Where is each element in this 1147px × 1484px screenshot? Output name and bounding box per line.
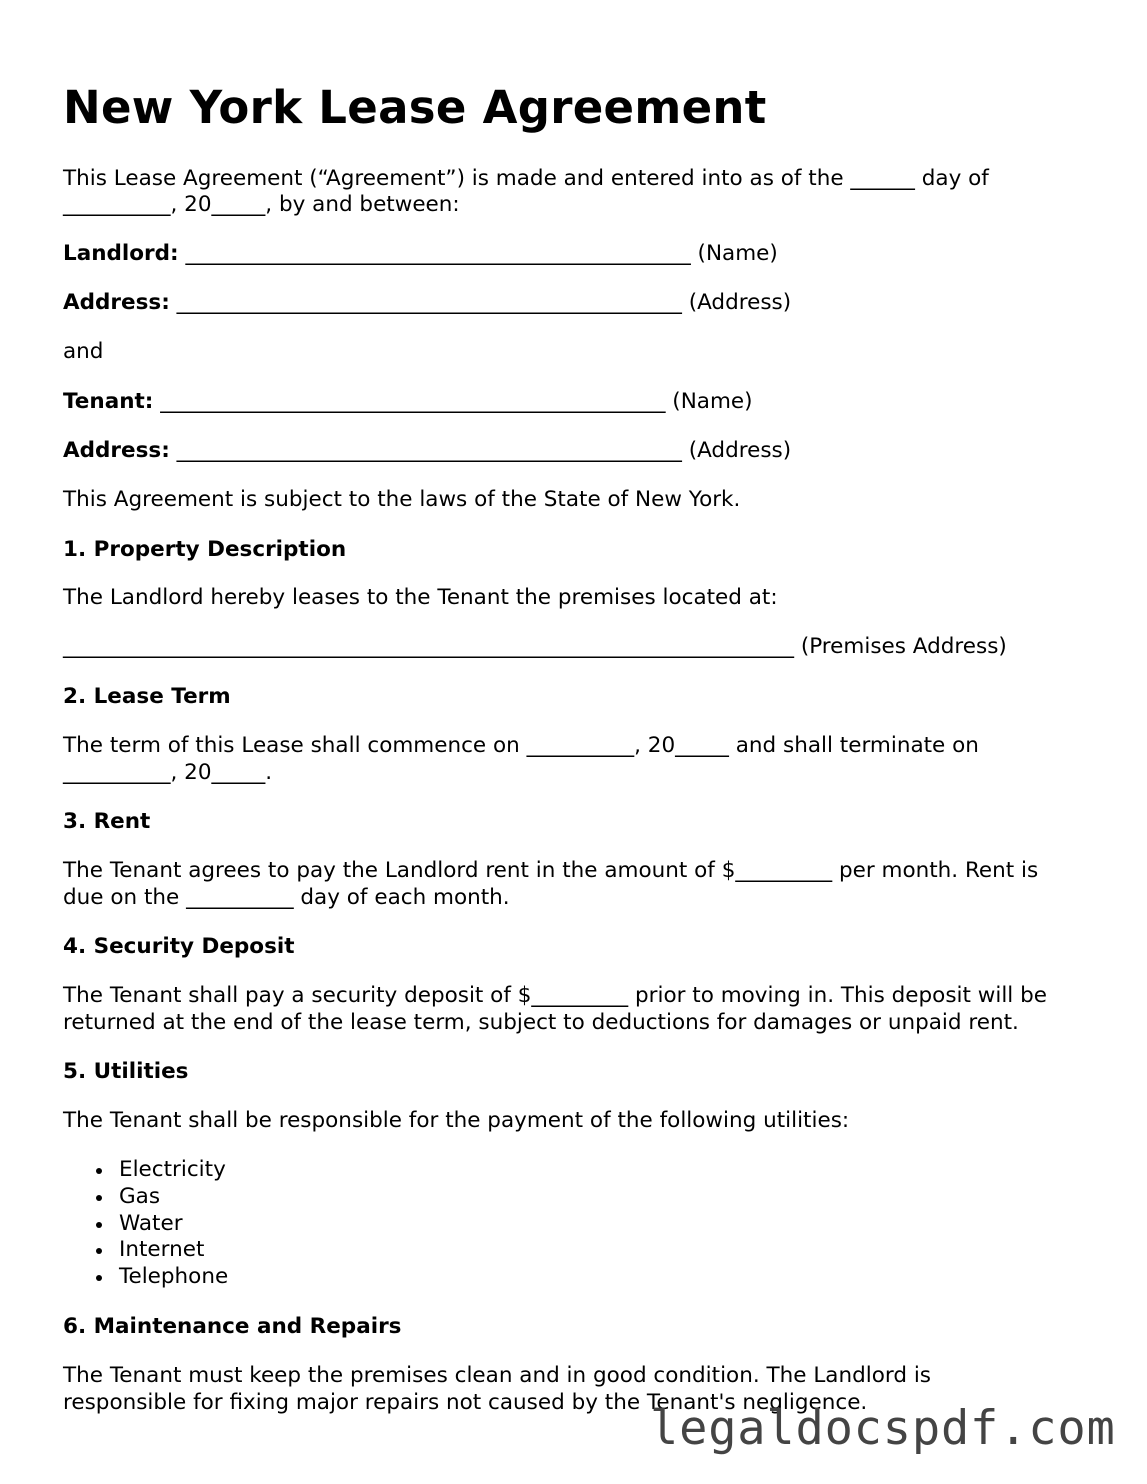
document-title: New York Lease Agreement — [63, 81, 767, 134]
maintenance-line-2: responsible for fixing major repairs not caused by the Tenant's negligence. — [63, 1390, 868, 1415]
section-heading-security-deposit: 4. Security Deposit — [63, 934, 295, 959]
tenant-address-field — [63, 438, 791, 465]
list-item: Electricity — [63, 1157, 228, 1184]
premises-address-blank: ____________________________________________________________________ (Premises Address) — [63, 634, 1007, 659]
and-text: and — [63, 339, 104, 364]
landlord-name-blank: _______________________________________________ (Name) — [178, 241, 778, 266]
list-item: Water — [63, 1211, 228, 1238]
deposit-line-2: returned at the end of the lease term, subject to deductions for damages or unpaid rent. — [63, 1010, 1019, 1035]
tenant-address-label: Address: — [63, 438, 170, 463]
watermark-text: legaldocspdf.com — [650, 1401, 1116, 1456]
lease-term-line-2: __________, 20_____. — [63, 760, 273, 785]
governing-law-text: This Agreement is subject to the laws of the State of New York. — [63, 487, 741, 512]
intro-line-1: This Lease Agreement (“Agreement”) is made and entered into as of the ______ day of — [63, 166, 989, 191]
landlord-address-blank: _______________________________________________ (Address) — [169, 290, 792, 315]
intro-line-2: __________, 20_____, by and between: — [63, 192, 460, 217]
section-heading-utilities: 5. Utilities — [63, 1059, 189, 1084]
deposit-line-1: The Tenant shall pay a security deposit of $_________ prior to moving in. This deposit will be — [63, 983, 1047, 1008]
section-heading-maintenance: 6. Maintenance and Repairs — [63, 1314, 402, 1339]
tenant-name-field — [63, 389, 753, 416]
tenant-name-blank: _______________________________________________ (Name) — [153, 389, 753, 414]
section-heading-lease-term: 2. Lease Term — [63, 684, 231, 709]
list-item: Telephone — [63, 1264, 228, 1291]
rent-line-1: The Tenant agrees to pay the Landlord rent in the amount of $_________ per month. Rent is — [63, 858, 1039, 883]
tenant-label: Tenant: — [63, 389, 154, 414]
rent-line-2: due on the __________ day of each month. — [63, 885, 510, 910]
tenant-address-blank: _______________________________________________ (Address) — [169, 438, 792, 463]
lease-term-line-1: The term of this Lease shall commence on __________, 20_____ and shall terminate on — [63, 733, 979, 758]
maintenance-line-1: The Tenant must keep the premises clean and in good condition. The Landlord is — [63, 1363, 931, 1388]
property-text: The Landlord hereby leases to the Tenant the premises located at: — [63, 585, 778, 610]
list-item: Internet — [63, 1237, 228, 1264]
section-heading-property: 1. Property Description — [63, 537, 347, 562]
landlord-address-field — [63, 290, 791, 317]
landlord-address-label: Address: — [63, 290, 170, 315]
list-item: Gas — [63, 1184, 228, 1211]
utilities-text: The Tenant shall be responsible for the payment of the following utilities: — [63, 1108, 850, 1133]
landlord-label: Landlord: — [63, 241, 179, 266]
section-heading-rent: 3. Rent — [63, 809, 151, 834]
utilities-list — [63, 1157, 228, 1291]
landlord-name-field — [63, 241, 778, 268]
